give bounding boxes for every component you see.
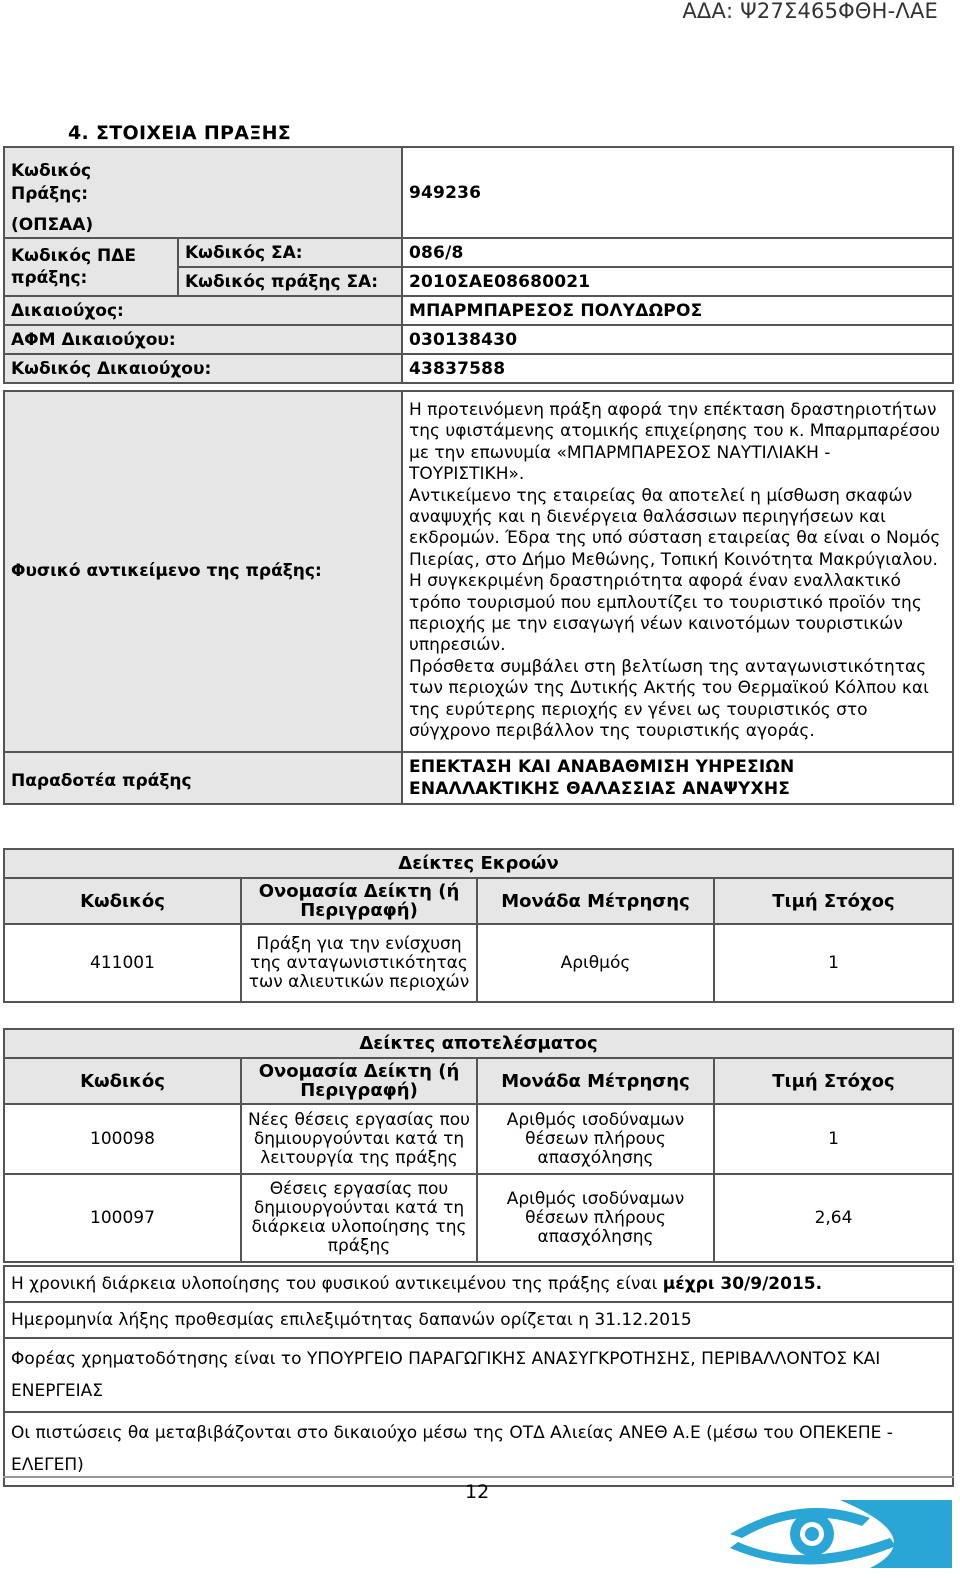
header-unit: Μονάδα Μέτρησης	[477, 878, 714, 924]
header-indicator-name: Ονομασία Δείκτη (ή Περιγραφή)	[241, 878, 477, 924]
action-code-label: Κωδικός Πράξης: (ΟΠΣΑΑ)	[4, 147, 402, 238]
cell-unit: Αριθμός ισοδύναμων θέσεων πλήρους απασχόλησης	[477, 1174, 714, 1262]
cell-indicator-name: Πράξη για την ενίσχυση της ανταγωνιστικότητας των αλιευτικών περιοχών	[241, 924, 477, 1002]
sa-action-code-label: Κωδικός πράξης ΣΑ:	[178, 267, 402, 296]
beneficiary-value: ΜΠΑΡΜΠΑΡΕΣΟΣ ΠΟΛΥΔΩΡΟΣ	[402, 296, 953, 325]
header-unit: Μονάδα Μέτρησης	[477, 1058, 714, 1104]
cell-code: 411001	[4, 924, 241, 1002]
cell-indicator-name: Θέσεις εργασίας που δημιουργούνται κατά τη διάρκεια υλοποίησης της πράξης	[241, 1174, 477, 1262]
footer-divider	[3, 1476, 954, 1478]
table-row	[4, 1104, 953, 1174]
object-paragraph: Αντικείμενο της εταιρείας θα αποτελεί η μίσθωση σκαφών αναψυχής και η διενέργεια θαλάσσιων περιηγήσεων και εκδρομών. Έδρα της υπό σύσταση εταιρείας θα είναι ο Νομός Πιερίας, στο Δήμο Μεθώνης, Τοπική Κοινότητα Μακρύγιαλου.	[409, 485, 941, 570]
cell-code: 100097	[4, 1174, 241, 1262]
cell-unit: Αριθμός ισοδύναμων θέσεων πλήρους απασχόλησης	[477, 1104, 714, 1174]
output-indicators-title: Δείκτες Εκροών	[4, 849, 953, 878]
result-indicators-table	[3, 1028, 954, 1263]
output-indicators-table	[3, 848, 954, 1003]
beneficiary-code-label: Κωδικός Δικαιούχου:	[4, 354, 402, 383]
header-target: Τιμή Στόχος	[714, 1058, 953, 1104]
afm-label: ΑΦΜ Δικαιούχου:	[4, 325, 402, 354]
sa-code-label: Κωδικός ΣΑ:	[178, 238, 402, 267]
beneficiary-code-value: 43837588	[402, 354, 953, 383]
eye-logo-icon	[720, 1498, 952, 1568]
ada-code: ΑΔΑ: Ψ27Σ465ΦΘΗ-ΛΑΕ	[682, 0, 938, 23]
cell-target: 1	[714, 924, 953, 1002]
table-row	[4, 1174, 953, 1262]
funder-note: Φορέας χρηματοδότησης είναι το ΥΠΟΥΡΓΕΙΟ ΠΑΡΑΓΩΓΙΚΗΣ ΑΝΑΣΥΓΚΡΟΤΗΣΗΣ, ΠΕΡΙΒΑΛΛΟΝΤΟΣ ΚΑΙ ΕΝΕΡΓΕΙΑΣ	[4, 1338, 953, 1412]
deliverables-label: Παραδοτέα πράξης	[4, 752, 402, 804]
header-code: Κωδικός	[4, 1058, 241, 1104]
pde-code-label: Κωδικός ΠΔΕ πράξης:	[4, 238, 178, 296]
result-indicators-title: Δείκτες αποτελέσματος	[4, 1029, 953, 1058]
cell-target: 1	[714, 1104, 953, 1174]
object-description	[402, 391, 953, 752]
cell-code: 100098	[4, 1104, 241, 1174]
object-label: Φυσικό αντικείμενο της πράξης:	[4, 391, 402, 752]
cell-target: 2,64	[714, 1174, 953, 1262]
spacer-row	[4, 383, 953, 391]
cell-unit: Αριθμός	[477, 924, 714, 1002]
action-details-table	[3, 146, 954, 805]
duration-note: Η χρονική διάρκεια υλοποίησης του φυσικού αντικειμένου της πράξης είναι μέχρι 30/9/2015.	[4, 1266, 953, 1302]
deliverables-value: ΕΠΕΚΤΑΣΗ ΚΑΙ ΑΝΑΒΑΘΜΙΣΗ ΥΗΡΕΣΙΩΝ ΕΝΑΛΛΑΚΤΙΚΗΣ ΘΑΛΑΣΣΙΑΣ ΑΝΑΨΥΧΗΣ	[402, 752, 953, 804]
action-code-value: 949236	[402, 147, 953, 238]
header-code: Κωδικός	[4, 878, 241, 924]
header-target: Τιμή Στόχος	[714, 878, 953, 924]
table-row	[4, 924, 953, 1002]
section-title: 4. ΣΤΟΙΧΕΙΑ ΠΡΑΞΗΣ	[68, 122, 292, 144]
sa-code-value: 086/8	[402, 238, 953, 267]
sa-action-code-value: 2010ΣΑΕ08680021	[402, 267, 953, 296]
object-paragraph: Η συγκεκριμένη δραστηριότητα αφορά έναν εναλλακτικό τρόπο τουρισμού που εμπλουτίζει το τουριστικό προϊόν της περιοχής με την εισαγωγή νέων καινοτόμων τουριστικών υπηρεσιών.	[409, 571, 922, 656]
cell-indicator-name: Νέες θέσεις εργασίας που δημιουργούνται κατά τη λειτουργία της πράξης	[241, 1104, 477, 1174]
transfer-note: Οι πιστώσεις θα μεταβιβάζονται στο δικαιούχο μέσω της ΟΤΔ Αλιείας ΑΝΕΘ Α.Ε (μέσω του ΟΠΕΚΕΠΕ - ΕΛΕΓΕΠ)	[4, 1412, 953, 1486]
notes-table	[3, 1265, 954, 1487]
afm-value: 030138430	[402, 325, 953, 354]
header-indicator-name: Ονομασία Δείκτη (ή Περιγραφή)	[241, 1058, 477, 1104]
object-paragraph: Η προτεινόμενη πράξη αφορά την επέκταση δραστηριοτήτων της υφιστάμενης ατομικής επιχείρησης του κ. Μπαρμπαρέσου με την επωνυμία «ΜΠΑΡΜΠΑΡΕΣΟΣ ΝΑΥΤΙΛΙΑΚΗ - ΤΟΥΡΙΣΤΙΚΗ».	[409, 400, 940, 485]
beneficiary-label: Δικαιούχος:	[4, 296, 402, 325]
object-paragraph: Πρόσθετα συμβάλει στη βελτίωση της ανταγωνιστικότητας των περιοχών της Δυτικής Ακτής του Θερμαϊκού Κόλπου και της ευρύτερης περιοχής εν γένει ως τουριστικός στο σύγχρονο περιβάλλον της τουριστικής αγοράς.	[409, 656, 929, 742]
page-number: 12	[465, 1481, 490, 1503]
deadline-note: Ημερομηνία λήξης προθεσμίας επιλεξιμότητας δαπανών ορίζεται η 31.12.2015	[4, 1302, 953, 1338]
